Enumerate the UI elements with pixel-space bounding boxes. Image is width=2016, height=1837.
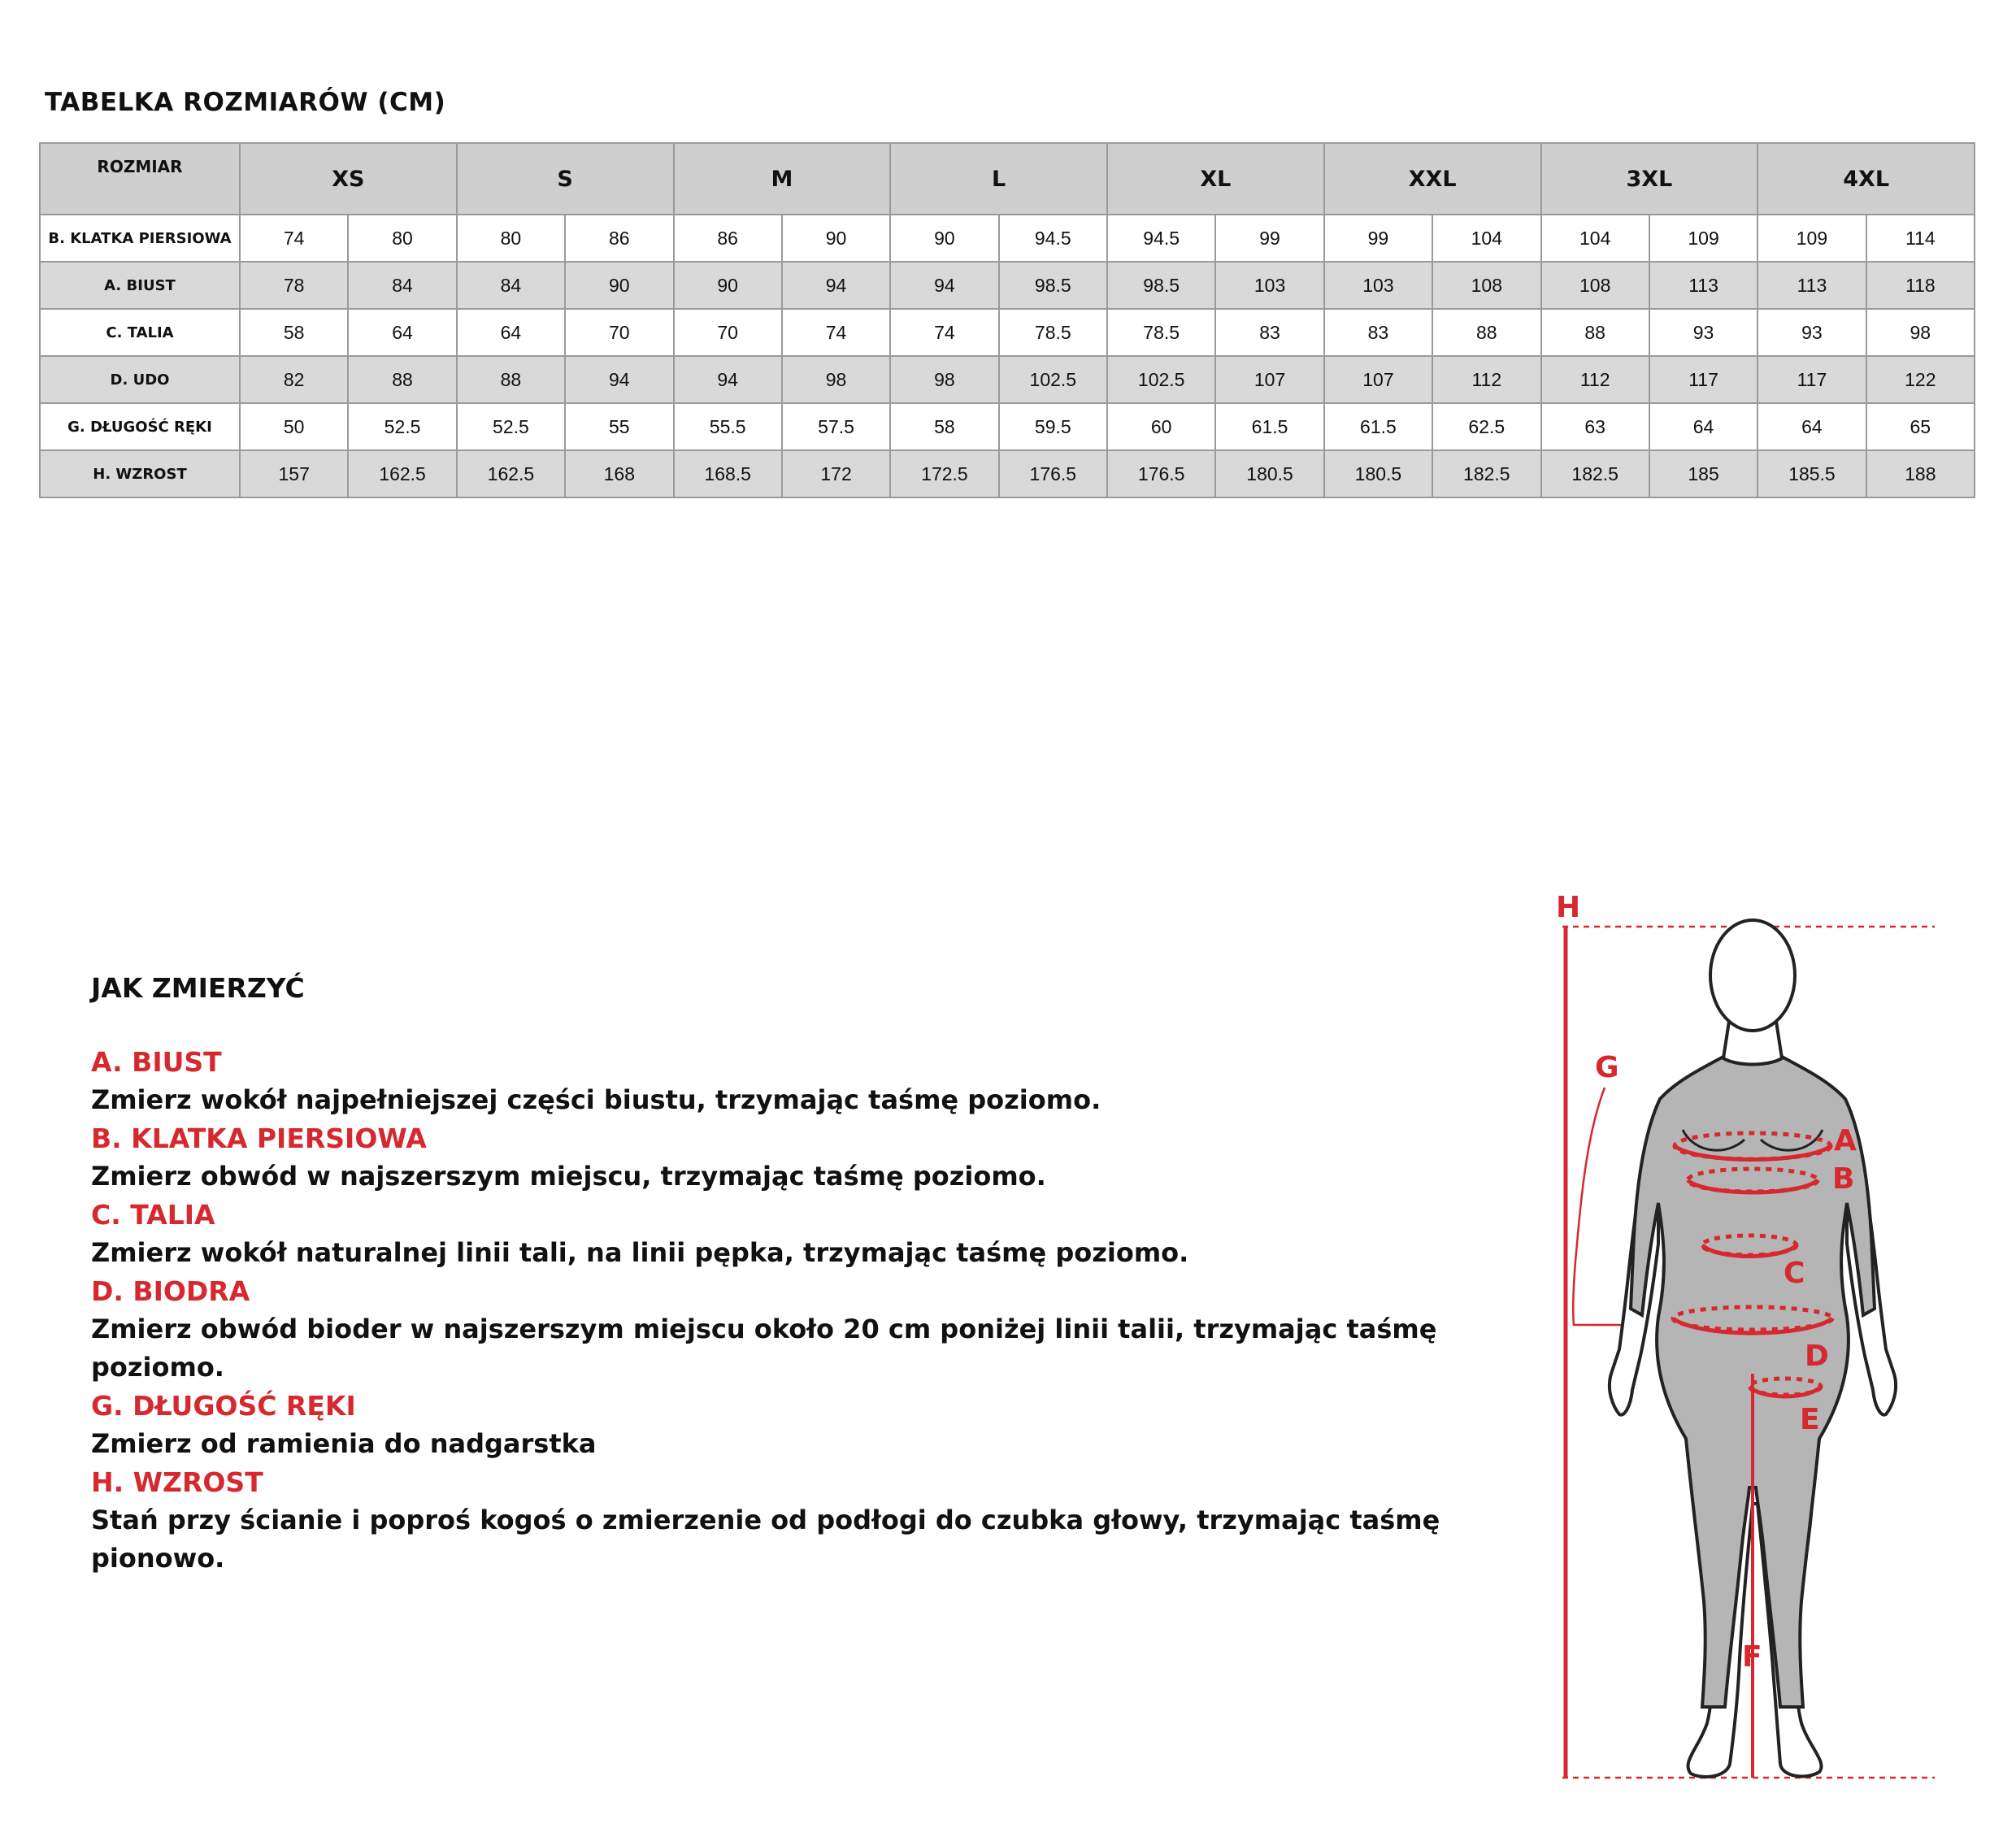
instruction-text: Zmierz obwód bioder w najszerszym miejscu około 20 cm poniżej linii talii, trzymając taśmę poziomo.	[91, 1314, 1437, 1383]
table-cell: 65	[1866, 403, 1975, 450]
table-cell: 107	[1215, 356, 1323, 403]
table-cell: 103	[1324, 262, 1432, 309]
table-cell: 180.5	[1324, 450, 1432, 497]
size-header-s: S	[457, 143, 674, 215]
table-cell: 86	[565, 215, 673, 262]
row-label: D. UDO	[40, 356, 240, 403]
table-cell: 94	[565, 356, 673, 403]
measure-instruction	[91, 1043, 1554, 1119]
instruction-text: Zmierz wokół najpełniejszej części biustu, trzymając taśmę poziomo.	[91, 1084, 1101, 1115]
table-cell: 109	[1757, 215, 1866, 262]
table-cell: 61.5	[1215, 403, 1323, 450]
table-cell: 172	[782, 450, 890, 497]
table-cell: 83	[1324, 309, 1432, 356]
table-cell: 57.5	[782, 403, 890, 450]
table-cell: 182.5	[1541, 450, 1649, 497]
table-row	[40, 450, 1975, 497]
table-cell: 94	[782, 262, 890, 309]
table-cell: 88	[1432, 309, 1540, 356]
label-a: A	[1834, 1124, 1857, 1157]
table-cell: 93	[1649, 309, 1757, 356]
table-cell: 59.5	[999, 403, 1107, 450]
size-header-row	[40, 143, 1975, 215]
table-cell: 78.5	[1107, 309, 1215, 356]
table-cell: 114	[1866, 215, 1975, 262]
table-cell: 50	[240, 403, 348, 450]
table-cell: 157	[240, 450, 348, 497]
table-cell: 93	[1757, 309, 1866, 356]
table-cell: 74	[782, 309, 890, 356]
table-cell: 117	[1649, 356, 1757, 403]
measure-instruction	[91, 1463, 1554, 1578]
table-cell: 168.5	[674, 450, 782, 497]
table-cell: 98	[782, 356, 890, 403]
table-cell: 185.5	[1757, 450, 1866, 497]
table-cell: 180.5	[1215, 450, 1323, 497]
table-cell: 102.5	[1107, 356, 1215, 403]
instruction-title: D. BIODRA	[91, 1275, 250, 1307]
table-cell: 60	[1107, 403, 1215, 450]
table-cell: 94	[890, 262, 998, 309]
table-cell: 63	[1541, 403, 1649, 450]
instruction-text: Zmierz wokół naturalnej linii tali, na linii pępka, trzymając taśmę poziomo.	[91, 1237, 1189, 1268]
table-cell: 98.5	[999, 262, 1107, 309]
table-cell: 58	[240, 309, 348, 356]
instruction-title: A. BIUST	[91, 1046, 222, 1078]
table-cell: 102.5	[999, 356, 1107, 403]
table-cell: 88	[348, 356, 456, 403]
table-cell: 118	[1866, 262, 1975, 309]
size-table	[39, 142, 1975, 498]
size-header-label: ROZMIAR	[40, 143, 240, 215]
table-cell: 84	[457, 262, 565, 309]
table-cell: 94.5	[1107, 215, 1215, 262]
table-cell: 113	[1649, 262, 1757, 309]
table-cell: 113	[1757, 262, 1866, 309]
table-cell: 98	[1866, 309, 1975, 356]
table-row	[40, 403, 1975, 450]
size-header-xl: XL	[1107, 143, 1324, 215]
table-cell: 55.5	[674, 403, 782, 450]
instruction-text: Zmierz od ramienia do nadgarstka	[91, 1428, 597, 1459]
size-header-4xl: 4XL	[1757, 143, 1975, 215]
table-cell: 162.5	[457, 450, 565, 497]
table-row	[40, 215, 1975, 262]
instruction-text: Stań przy ścianie i poproś kogoś o zmierzenie od podłogi do czubka głowy, trzymając taśmę pionowo.	[91, 1505, 1440, 1574]
how-to-heading: JAK ZMIERZYĆ	[91, 972, 305, 1004]
table-cell: 52.5	[457, 403, 565, 450]
row-label: H. WZROST	[40, 450, 240, 497]
table-cell: 117	[1757, 356, 1866, 403]
table-cell: 74	[890, 309, 998, 356]
table-cell: 104	[1432, 215, 1540, 262]
table-cell: 90	[782, 215, 890, 262]
page-title: TABELKA ROZMIARÓW (CM)	[45, 88, 446, 117]
table-cell: 94.5	[999, 215, 1107, 262]
table-cell: 83	[1215, 309, 1323, 356]
size-header-xs: XS	[240, 143, 457, 215]
label-c: C	[1784, 1257, 1805, 1290]
table-cell: 88	[1541, 309, 1649, 356]
table-cell: 90	[674, 262, 782, 309]
label-b: B	[1832, 1162, 1855, 1196]
table-cell: 80	[348, 215, 456, 262]
table-cell: 182.5	[1432, 450, 1540, 497]
table-cell: 176.5	[1107, 450, 1215, 497]
table-cell: 108	[1541, 262, 1649, 309]
table-cell: 80	[457, 215, 565, 262]
size-header-3xl: 3XL	[1541, 143, 1758, 215]
table-cell: 70	[565, 309, 673, 356]
table-cell: 58	[890, 403, 998, 450]
table-cell: 94	[674, 356, 782, 403]
table-cell: 88	[457, 356, 565, 403]
measure-instruction	[91, 1119, 1554, 1196]
table-cell: 78	[240, 262, 348, 309]
table-cell: 74	[240, 215, 348, 262]
row-label: B. KLATKA PIERSIOWA	[40, 215, 240, 262]
table-cell: 162.5	[348, 450, 456, 497]
table-row	[40, 356, 1975, 403]
table-cell: 172.5	[890, 450, 998, 497]
size-table-body	[40, 215, 1975, 497]
size-header-m: M	[674, 143, 891, 215]
table-cell: 99	[1215, 215, 1323, 262]
label-f: F	[1742, 1640, 1762, 1674]
table-cell: 112	[1432, 356, 1540, 403]
row-label: C. TALIA	[40, 309, 240, 356]
instruction-title: B. KLATKA PIERSIOWA	[91, 1123, 427, 1154]
table-row	[40, 309, 1975, 356]
table-cell: 122	[1866, 356, 1975, 403]
table-cell: 104	[1541, 215, 1649, 262]
table-cell: 108	[1432, 262, 1540, 309]
table-cell: 82	[240, 356, 348, 403]
table-cell: 168	[565, 450, 673, 497]
label-e: E	[1800, 1403, 1820, 1436]
table-cell: 185	[1649, 450, 1757, 497]
how-to-measure	[91, 972, 1554, 1578]
row-label: G. DŁUGOŚĆ RĘKI	[40, 403, 240, 450]
table-cell: 98.5	[1107, 262, 1215, 309]
arm-length-line	[1573, 1088, 1621, 1325]
table-cell: 112	[1541, 356, 1649, 403]
table-cell: 61.5	[1324, 403, 1432, 450]
instruction-title: C. TALIA	[91, 1199, 215, 1231]
how-to-list	[91, 1043, 1554, 1578]
table-cell: 176.5	[999, 450, 1107, 497]
table-cell: 62.5	[1432, 403, 1540, 450]
measure-instruction	[91, 1272, 1554, 1387]
instruction-title: H. WZROST	[91, 1466, 263, 1498]
table-cell: 188	[1866, 450, 1975, 497]
table-cell: 64	[1757, 403, 1866, 450]
label-h: H	[1556, 891, 1581, 924]
table-cell: 103	[1215, 262, 1323, 309]
measure-instruction	[91, 1387, 1554, 1463]
size-header-l: L	[890, 143, 1107, 215]
table-cell: 64	[457, 309, 565, 356]
body-figure-svg	[1545, 886, 1951, 1796]
table-cell: 64	[1649, 403, 1757, 450]
instruction-text: Zmierz obwód w najszerszym miejscu, trzymając taśmę poziomo.	[91, 1161, 1046, 1192]
table-cell: 107	[1324, 356, 1432, 403]
table-cell: 70	[674, 309, 782, 356]
table-cell: 78.5	[999, 309, 1107, 356]
table-cell: 84	[348, 262, 456, 309]
label-g: G	[1595, 1051, 1619, 1084]
table-cell: 98	[890, 356, 998, 403]
label-d: D	[1805, 1340, 1829, 1373]
table-cell: 99	[1324, 215, 1432, 262]
measure-instruction	[91, 1196, 1554, 1272]
table-cell: 52.5	[348, 403, 456, 450]
table-cell: 55	[565, 403, 673, 450]
table-cell: 90	[565, 262, 673, 309]
instruction-title: G. DŁUGOŚĆ RĘKI	[91, 1390, 356, 1422]
table-cell: 86	[674, 215, 782, 262]
row-label: A. BIUST	[40, 262, 240, 309]
size-header-xxl: XXL	[1324, 143, 1541, 215]
table-row	[40, 262, 1975, 309]
table-cell: 90	[890, 215, 998, 262]
body-measurement-figure	[1545, 886, 1951, 1796]
table-cell: 64	[348, 309, 456, 356]
table-cell: 109	[1649, 215, 1757, 262]
